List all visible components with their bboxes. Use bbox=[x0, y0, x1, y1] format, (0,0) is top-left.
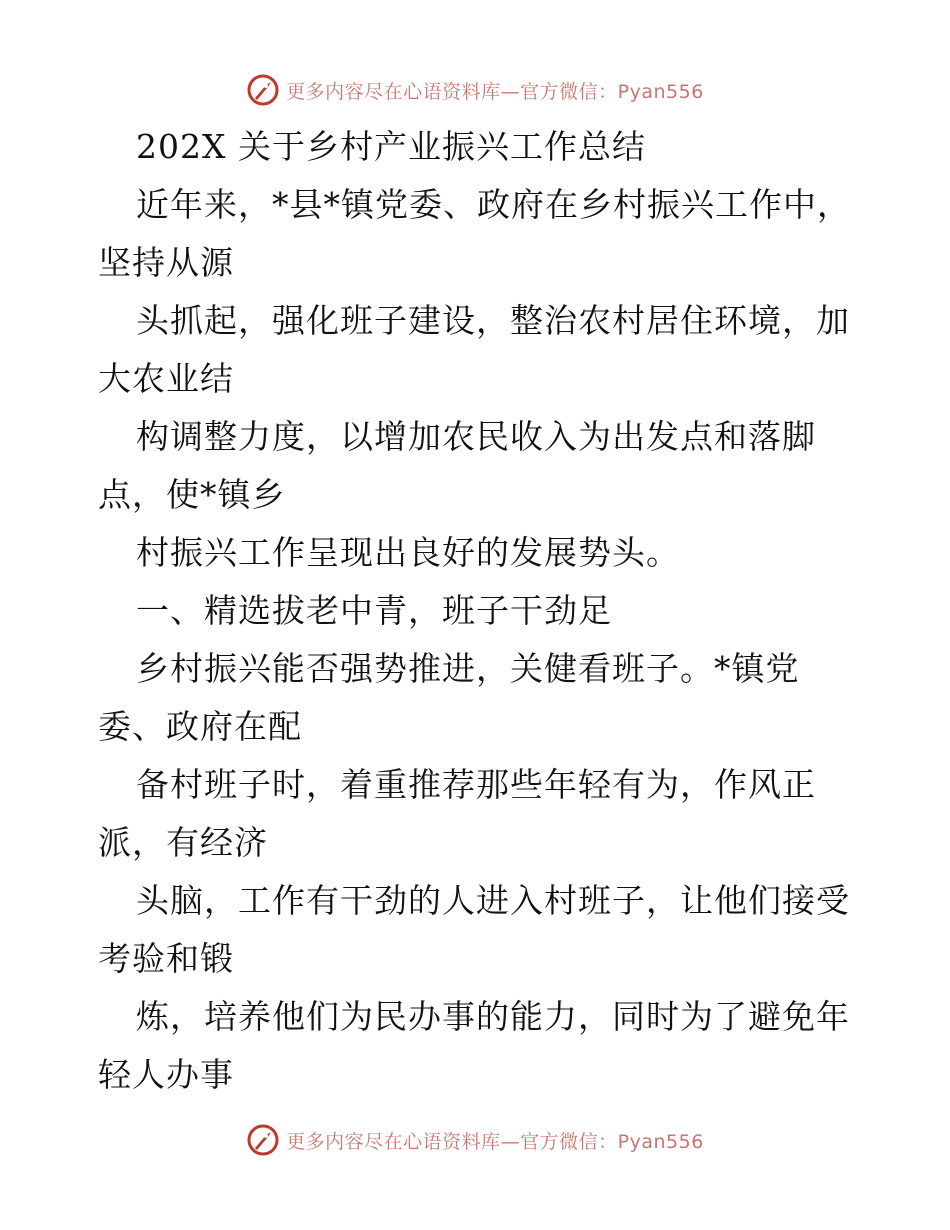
paragraph-line: 头抓起，强化班子建设，整治农村居住环境，加 bbox=[136, 301, 850, 340]
paragraph-line: 派，有经济 bbox=[98, 823, 268, 862]
paragraph-line: 构调整力度，以增加农民收入为出发点和落脚 bbox=[136, 417, 816, 456]
watermark-footer bbox=[0, 1120, 950, 1160]
pen-nib-logo-icon bbox=[246, 1123, 280, 1157]
paragraph-line: 村振兴工作呈现出良好的发展势头。 bbox=[136, 533, 680, 572]
pen-nib-logo-icon bbox=[246, 73, 280, 107]
paragraph-line: 头脑，工作有干劲的人进入村班子，让他们接受 bbox=[136, 881, 850, 920]
paragraph-line: 乡村振兴能否强势推进，关健看班子。*镇党 bbox=[136, 649, 800, 688]
paragraph-line: 轻人办事 bbox=[98, 1055, 234, 1094]
watermark-text: 更多内容尽在心语资料库—官方微信：Pyan556 bbox=[286, 80, 704, 103]
watermark-text: 更多内容尽在心语资料库—官方微信：Pyan556 bbox=[286, 1130, 704, 1153]
paragraph-line: 炼，培养他们为民办事的能力，同时为了避免年 bbox=[136, 997, 850, 1036]
paragraph-line: 坚持从源 bbox=[98, 243, 234, 282]
watermark-header bbox=[0, 70, 950, 110]
paragraph-line: 点，使*镇乡 bbox=[98, 475, 286, 514]
paragraph-line: 考验和锻 bbox=[98, 939, 234, 978]
document-title: 202X 关于乡村产业振兴工作总结 bbox=[136, 127, 646, 166]
section-heading: 一、精选拔老中青，班子干劲足 bbox=[136, 591, 612, 630]
paragraph-line: 大农业结 bbox=[98, 359, 234, 398]
paragraph-line: 备村班子时，着重推荐那些年轻有为，作风正 bbox=[136, 765, 816, 804]
paragraph-line: 近年来，*县*镇党委、政府在乡村振兴工作中， bbox=[136, 185, 851, 224]
paragraph-line: 委、政府在配 bbox=[98, 707, 302, 746]
